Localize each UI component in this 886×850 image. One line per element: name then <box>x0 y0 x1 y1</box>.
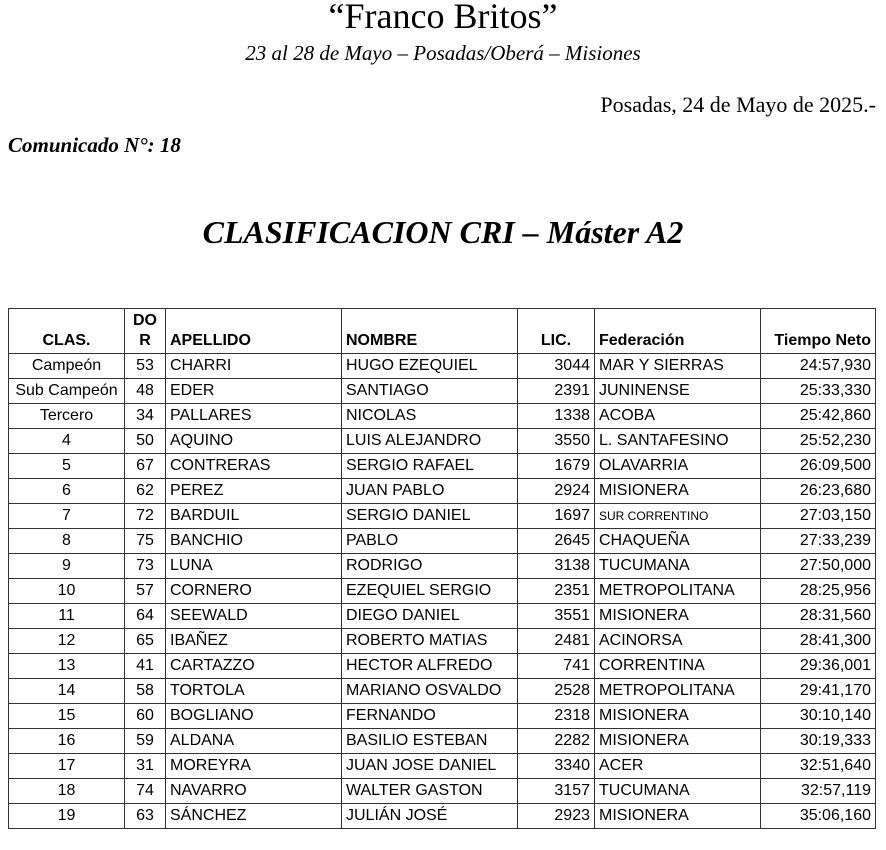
cell-apellido: LUNA <box>166 554 342 579</box>
cell-clas: 5 <box>9 454 125 479</box>
cell-apellido: SÁNCHEZ <box>166 804 342 829</box>
cell-clas: Sub Campeón <box>9 379 125 404</box>
cell-clas: 16 <box>9 729 125 754</box>
cell-clas: 14 <box>9 679 125 704</box>
cell-apellido: ALDANA <box>166 729 342 754</box>
cell-federacion: JUNINENSE <box>595 379 761 404</box>
document-date: Posadas, 24 de Mayo de 2025.- <box>600 92 876 117</box>
cell-nombre: SERGIO RAFAEL <box>342 454 518 479</box>
header-apellido: APELLIDO <box>166 309 342 354</box>
cell-clas: 7 <box>9 504 125 529</box>
table-row <box>9 679 876 704</box>
cell-federacion: CHAQUEÑA <box>595 529 761 554</box>
cell-dorsal: 41 <box>125 654 166 679</box>
cell-nombre: JUAN JOSE DANIEL <box>342 754 518 779</box>
cell-nombre: EZEQUIEL SERGIO <box>342 579 518 604</box>
cell-dorsal: 63 <box>125 804 166 829</box>
comunicado-number: Comunicado N°: 18 <box>8 133 181 157</box>
cell-lic: 3550 <box>518 429 595 454</box>
cell-apellido: CARTAZZO <box>166 654 342 679</box>
cell-nombre: HUGO EZEQUIEL <box>342 354 518 379</box>
cell-apellido: BARDUIL <box>166 504 342 529</box>
table-row <box>9 604 876 629</box>
cell-dorsal: 73 <box>125 554 166 579</box>
table-row <box>9 754 876 779</box>
cell-apellido: AQUINO <box>166 429 342 454</box>
cell-tiempo: 26:09,500 <box>761 454 876 479</box>
cell-federacion: TUCUMANA <box>595 554 761 579</box>
cell-apellido: SEEWALD <box>166 604 342 629</box>
cell-federacion: METROPOLITANA <box>595 579 761 604</box>
cell-clas: 13 <box>9 654 125 679</box>
cell-lic: 3340 <box>518 754 595 779</box>
cell-clas: 11 <box>9 604 125 629</box>
cell-apellido: PALLARES <box>166 404 342 429</box>
cell-nombre: NICOLAS <box>342 404 518 429</box>
cell-clas: 17 <box>9 754 125 779</box>
cell-tiempo: 30:19,333 <box>761 729 876 754</box>
cell-federacion: MAR Y SIERRAS <box>595 354 761 379</box>
cell-clas: 9 <box>9 554 125 579</box>
cell-clas: 8 <box>9 529 125 554</box>
cell-dorsal: 67 <box>125 454 166 479</box>
cell-apellido: MOREYRA <box>166 754 342 779</box>
cell-dorsal: 57 <box>125 579 166 604</box>
table-row <box>9 779 876 804</box>
cell-clas: 12 <box>9 629 125 654</box>
cell-lic: 3138 <box>518 554 595 579</box>
cell-federacion: ACER <box>595 754 761 779</box>
cell-federacion: OLAVARRIA <box>595 454 761 479</box>
table-row <box>9 404 876 429</box>
cell-dorsal: 58 <box>125 679 166 704</box>
cell-tiempo: 28:25,956 <box>761 579 876 604</box>
cell-clas: 15 <box>9 704 125 729</box>
cell-apellido: TORTOLA <box>166 679 342 704</box>
table-row <box>9 629 876 654</box>
cell-nombre: JULIÁN JOSÉ <box>342 804 518 829</box>
cell-tiempo: 32:51,640 <box>761 754 876 779</box>
cell-dorsal: 75 <box>125 529 166 554</box>
cell-clas: 6 <box>9 479 125 504</box>
cell-dorsal: 65 <box>125 629 166 654</box>
table-header-row <box>9 309 876 354</box>
cell-dorsal: 34 <box>125 404 166 429</box>
cell-lic: 2282 <box>518 729 595 754</box>
header-clas: CLAS. <box>9 309 125 354</box>
cell-apellido: IBAÑEZ <box>166 629 342 654</box>
cell-apellido: EDER <box>166 379 342 404</box>
header-lic: LIC. <box>518 309 595 354</box>
cell-nombre: HECTOR ALFREDO <box>342 654 518 679</box>
cell-federacion: METROPOLITANA <box>595 679 761 704</box>
results-table <box>8 308 876 829</box>
cell-nombre: MARIANO OSVALDO <box>342 679 518 704</box>
cell-federacion: MISIONERA <box>595 804 761 829</box>
cell-tiempo: 29:36,001 <box>761 654 876 679</box>
cell-dorsal: 64 <box>125 604 166 629</box>
cell-dorsal: 48 <box>125 379 166 404</box>
cell-dorsal: 59 <box>125 729 166 754</box>
table-row <box>9 379 876 404</box>
cell-tiempo: 24:57,930 <box>761 354 876 379</box>
table-row <box>9 429 876 454</box>
cell-dorsal: 53 <box>125 354 166 379</box>
cell-apellido: NAVARRO <box>166 779 342 804</box>
event-title: “Franco Britos” <box>328 0 558 36</box>
cell-federacion: MISIONERA <box>595 729 761 754</box>
header-nombre: NOMBRE <box>342 309 518 354</box>
cell-tiempo: 30:10,140 <box>761 704 876 729</box>
cell-apellido: CHARRI <box>166 354 342 379</box>
table-row <box>9 354 876 379</box>
table-row <box>9 729 876 754</box>
cell-lic: 2391 <box>518 379 595 404</box>
cell-tiempo: 25:42,860 <box>761 404 876 429</box>
cell-clas: 19 <box>9 804 125 829</box>
table-row <box>9 479 876 504</box>
cell-lic: 2318 <box>518 704 595 729</box>
cell-tiempo: 27:33,239 <box>761 529 876 554</box>
results-body <box>9 354 876 829</box>
cell-clas: Tercero <box>9 404 125 429</box>
table-row <box>9 654 876 679</box>
cell-clas: Campeón <box>9 354 125 379</box>
cell-nombre: PABLO <box>342 529 518 554</box>
cell-dorsal: 62 <box>125 479 166 504</box>
header-federacion: Federación <box>595 309 761 354</box>
cell-apellido: BOGLIANO <box>166 704 342 729</box>
header-dorsal-bottom: R <box>139 332 151 349</box>
cell-nombre: WALTER GASTON <box>342 779 518 804</box>
cell-tiempo: 27:50,000 <box>761 554 876 579</box>
cell-dorsal: 31 <box>125 754 166 779</box>
cell-tiempo: 26:23,680 <box>761 479 876 504</box>
cell-nombre: SERGIO DANIEL <box>342 504 518 529</box>
classification-heading: CLASIFICACION CRI – Máster A2 <box>202 214 684 250</box>
cell-tiempo: 32:57,119 <box>761 779 876 804</box>
cell-nombre: RODRIGO <box>342 554 518 579</box>
cell-nombre: DIEGO DANIEL <box>342 604 518 629</box>
cell-apellido: CORNERO <box>166 579 342 604</box>
cell-tiempo: 28:31,560 <box>761 604 876 629</box>
cell-nombre: ROBERTO MATIAS <box>342 629 518 654</box>
cell-nombre: SANTIAGO <box>342 379 518 404</box>
cell-federacion: MISIONERA <box>595 604 761 629</box>
cell-tiempo: 27:03,150 <box>761 504 876 529</box>
event-subtitle: 23 al 28 de Mayo – Posadas/Oberá – Misiones <box>245 41 641 65</box>
cell-lic: 2528 <box>518 679 595 704</box>
cell-lic: 2645 <box>518 529 595 554</box>
table-row <box>9 529 876 554</box>
cell-lic: 2481 <box>518 629 595 654</box>
cell-federacion: MISIONERA <box>595 704 761 729</box>
cell-tiempo: 28:41,300 <box>761 629 876 654</box>
cell-federacion: MISIONERA <box>595 479 761 504</box>
cell-lic: 3157 <box>518 779 595 804</box>
cell-lic: 1697 <box>518 504 595 529</box>
cell-lic: 3551 <box>518 604 595 629</box>
cell-dorsal: 72 <box>125 504 166 529</box>
header-dorsal <box>125 309 166 354</box>
header-tiempo: Tiempo Neto <box>761 309 876 354</box>
cell-nombre: LUIS ALEJANDRO <box>342 429 518 454</box>
cell-clas: 4 <box>9 429 125 454</box>
table-row <box>9 704 876 729</box>
table-row <box>9 454 876 479</box>
cell-federacion: TUCUMANA <box>595 779 761 804</box>
cell-lic: 2923 <box>518 804 595 829</box>
cell-lic: 741 <box>518 654 595 679</box>
cell-federacion: CORRENTINA <box>595 654 761 679</box>
cell-tiempo: 35:06,160 <box>761 804 876 829</box>
cell-federacion: ACOBA <box>595 404 761 429</box>
cell-clas: 10 <box>9 579 125 604</box>
cell-lic: 2924 <box>518 479 595 504</box>
cell-federacion: SUR CORRENTINO <box>595 504 761 529</box>
cell-apellido: CONTRERAS <box>166 454 342 479</box>
cell-nombre: JUAN PABLO <box>342 479 518 504</box>
table-row <box>9 554 876 579</box>
table-row <box>9 804 876 829</box>
cell-tiempo: 25:52,230 <box>761 429 876 454</box>
cell-dorsal: 50 <box>125 429 166 454</box>
cell-federacion: ACINORSA <box>595 629 761 654</box>
cell-tiempo: 29:41,170 <box>761 679 876 704</box>
header-dorsal-top: DO <box>133 312 157 329</box>
cell-dorsal: 74 <box>125 779 166 804</box>
cell-apellido: BANCHIO <box>166 529 342 554</box>
table-row <box>9 579 876 604</box>
cell-tiempo: 25:33,330 <box>761 379 876 404</box>
table-row <box>9 504 876 529</box>
cell-lic: 2351 <box>518 579 595 604</box>
cell-lic: 1338 <box>518 404 595 429</box>
cell-clas: 18 <box>9 779 125 804</box>
cell-nombre: FERNANDO <box>342 704 518 729</box>
cell-apellido: PEREZ <box>166 479 342 504</box>
cell-lic: 1679 <box>518 454 595 479</box>
cell-lic: 3044 <box>518 354 595 379</box>
cell-federacion: L. SANTAFESINO <box>595 429 761 454</box>
cell-nombre: BASILIO ESTEBAN <box>342 729 518 754</box>
cell-dorsal: 60 <box>125 704 166 729</box>
